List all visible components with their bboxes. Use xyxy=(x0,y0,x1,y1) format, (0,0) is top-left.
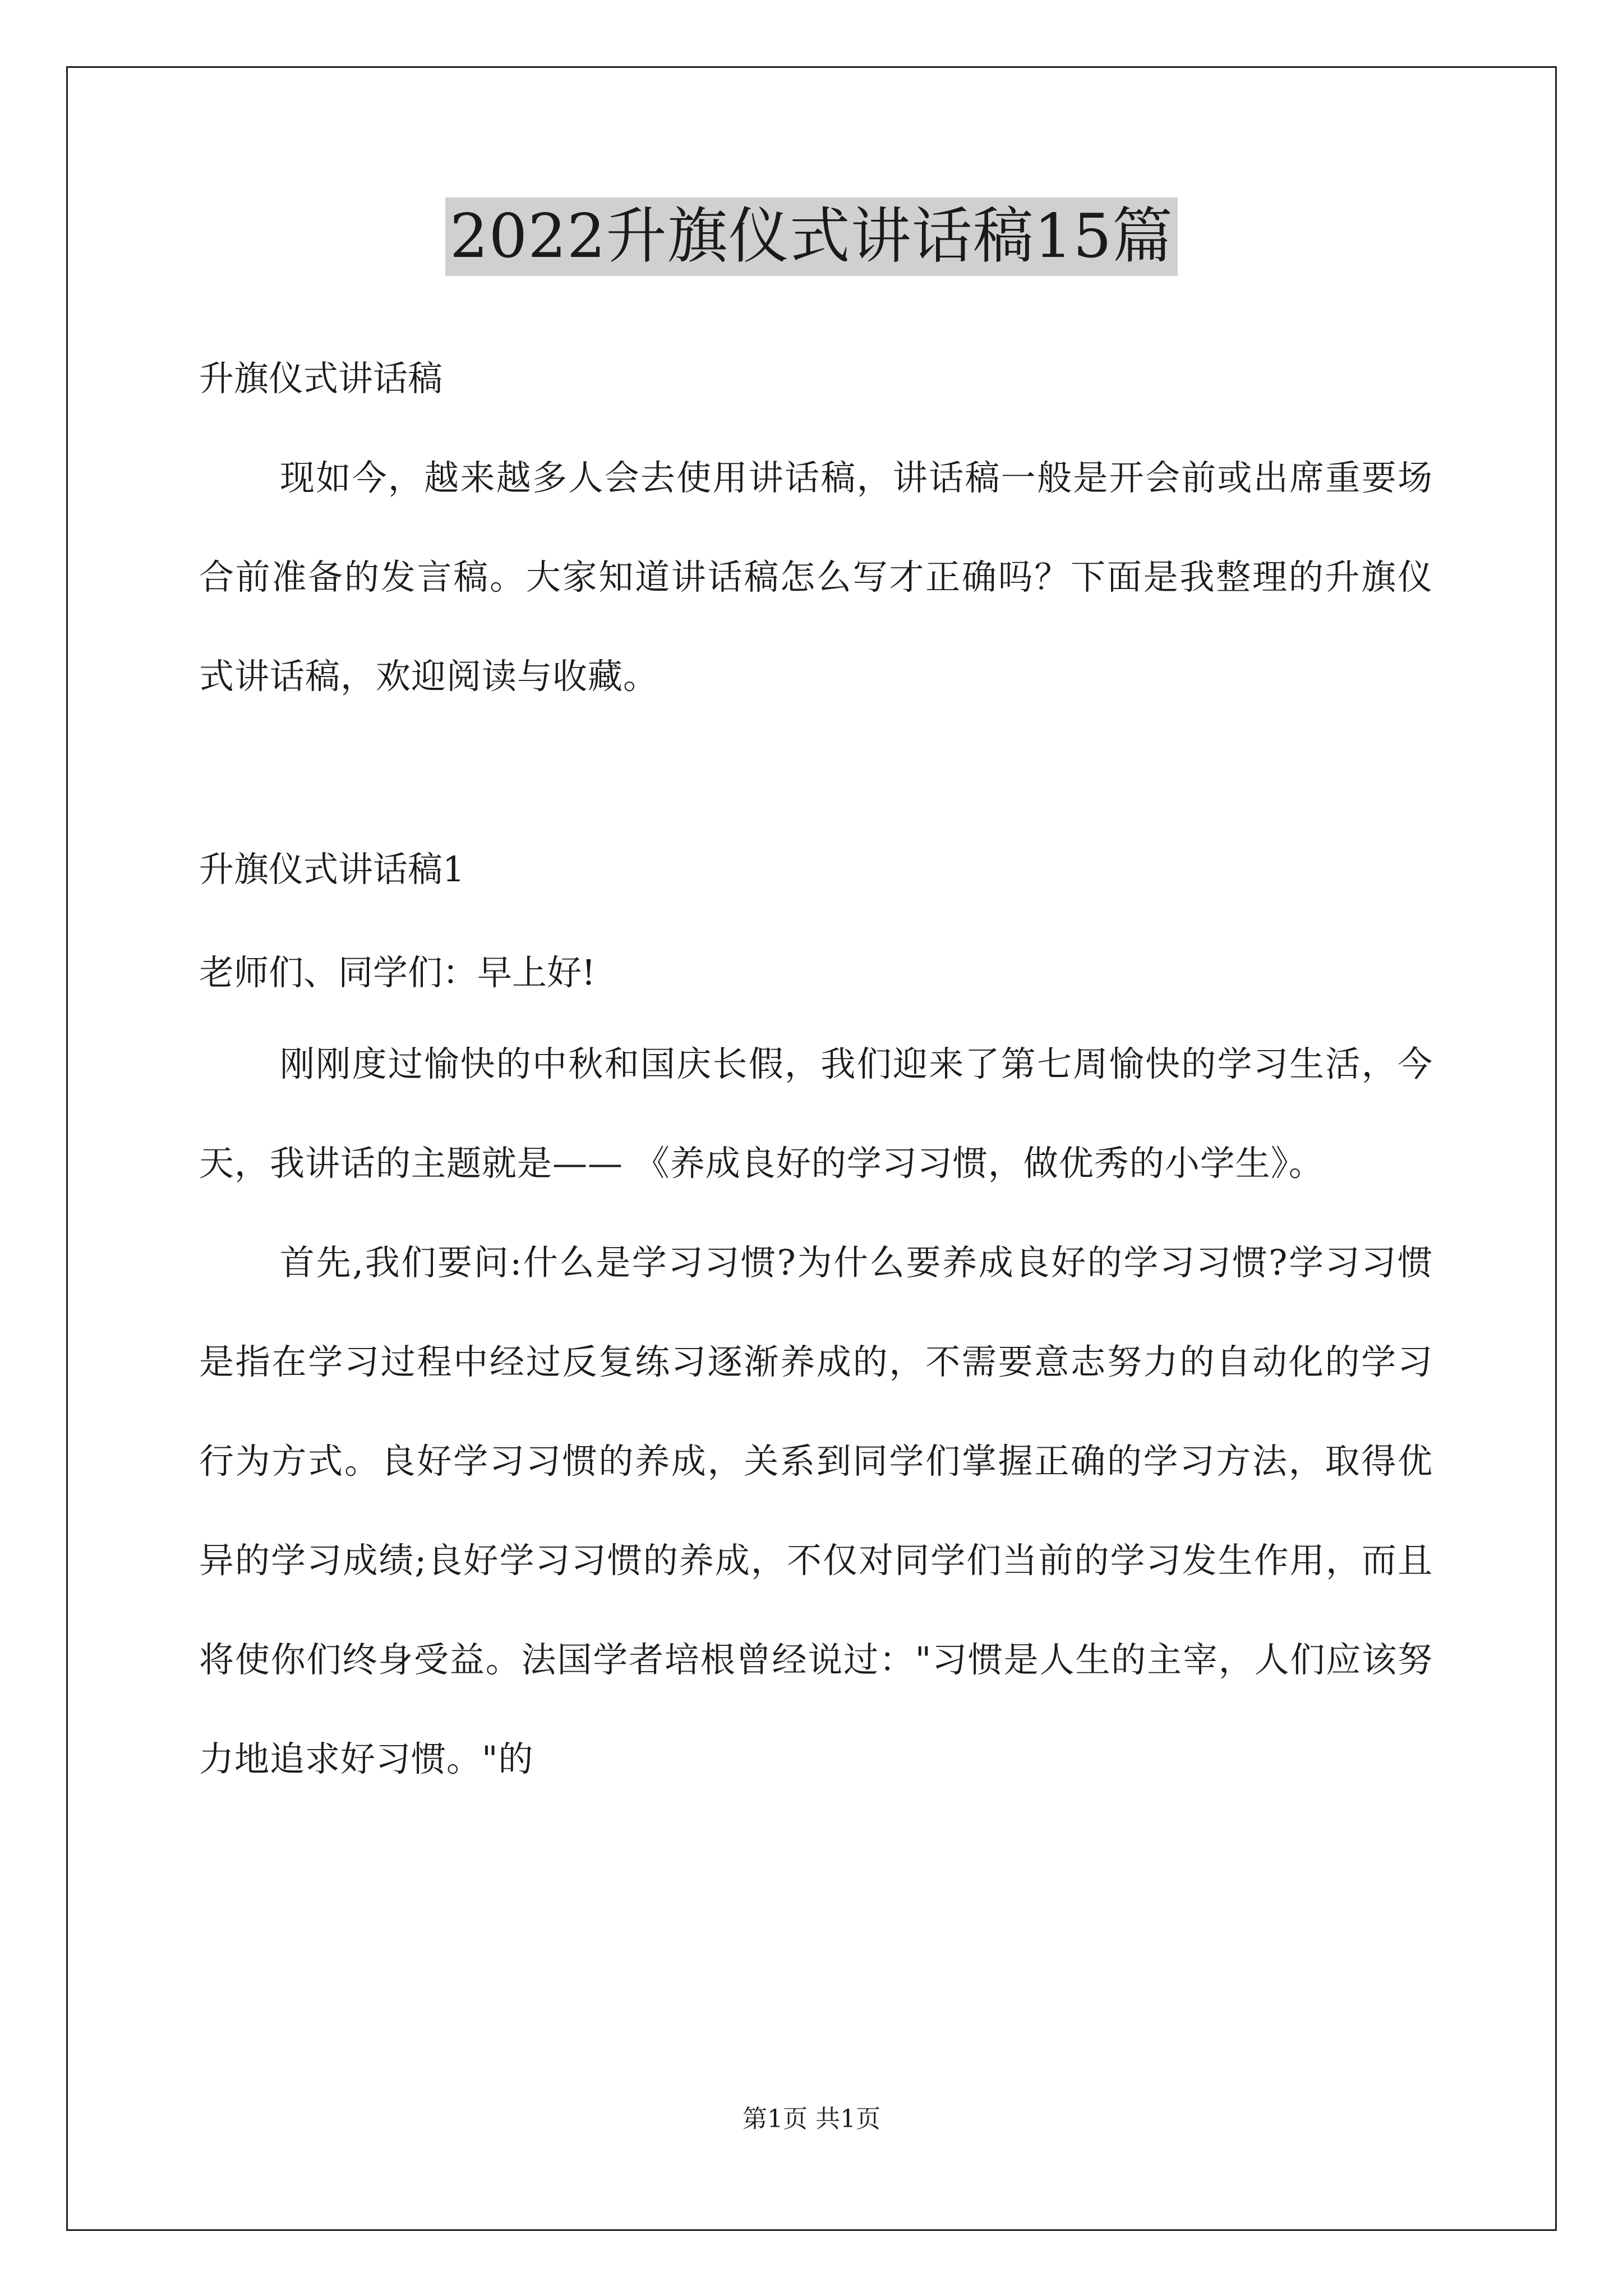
greeting-line: 老师们、同学们：早上好! xyxy=(199,952,596,993)
paragraph-1: 刚刚度过愉快的中秋和国庆长假，我们迎来了第七周愉快的学习生活，今天，我讲话的主题就是—— 《养成良好的学习习惯，做优秀的小学生》。 xyxy=(199,1043,1433,1184)
intro-heading: 升旗仪式讲话稿 xyxy=(199,358,443,399)
page-footer: 第1页 共1页 xyxy=(743,2105,880,2133)
intro-paragraph: 现如今，越来越多人会去使用讲话稿，讲话稿一般是开会前或出席重要场合前准备的发言稿。大家知道讲话稿怎么写才正确吗？下面是我整理的升旗仪式讲话稿，欢迎阅读与收藏。 xyxy=(199,457,1433,697)
section-heading-1: 升旗仪式讲话稿1 xyxy=(199,849,465,890)
document-title: 2022升旗仪式讲话稿15篇 xyxy=(445,197,1178,276)
document-body xyxy=(199,306,1433,1809)
paragraph-2: 首先,我们要问:什么是学习习惯?为什么要养成良好的学习习惯?学习习惯是指在学习过程中经过反复练习逐渐养成的，不需要意志努力的自动化的学习行为方式。良好学习习惯的养成，关系到同学们掌握正确的学习方法，取得优异的学习成绩;良好学习习惯的养成，不仅对同学们当前的学习发生作用，而且将使你们终身受益。法国学者培根曾经说过："习惯是人生的主宰，人们应该努力地追求好习惯。"的 xyxy=(199,1242,1433,1779)
title-container xyxy=(0,197,1623,276)
